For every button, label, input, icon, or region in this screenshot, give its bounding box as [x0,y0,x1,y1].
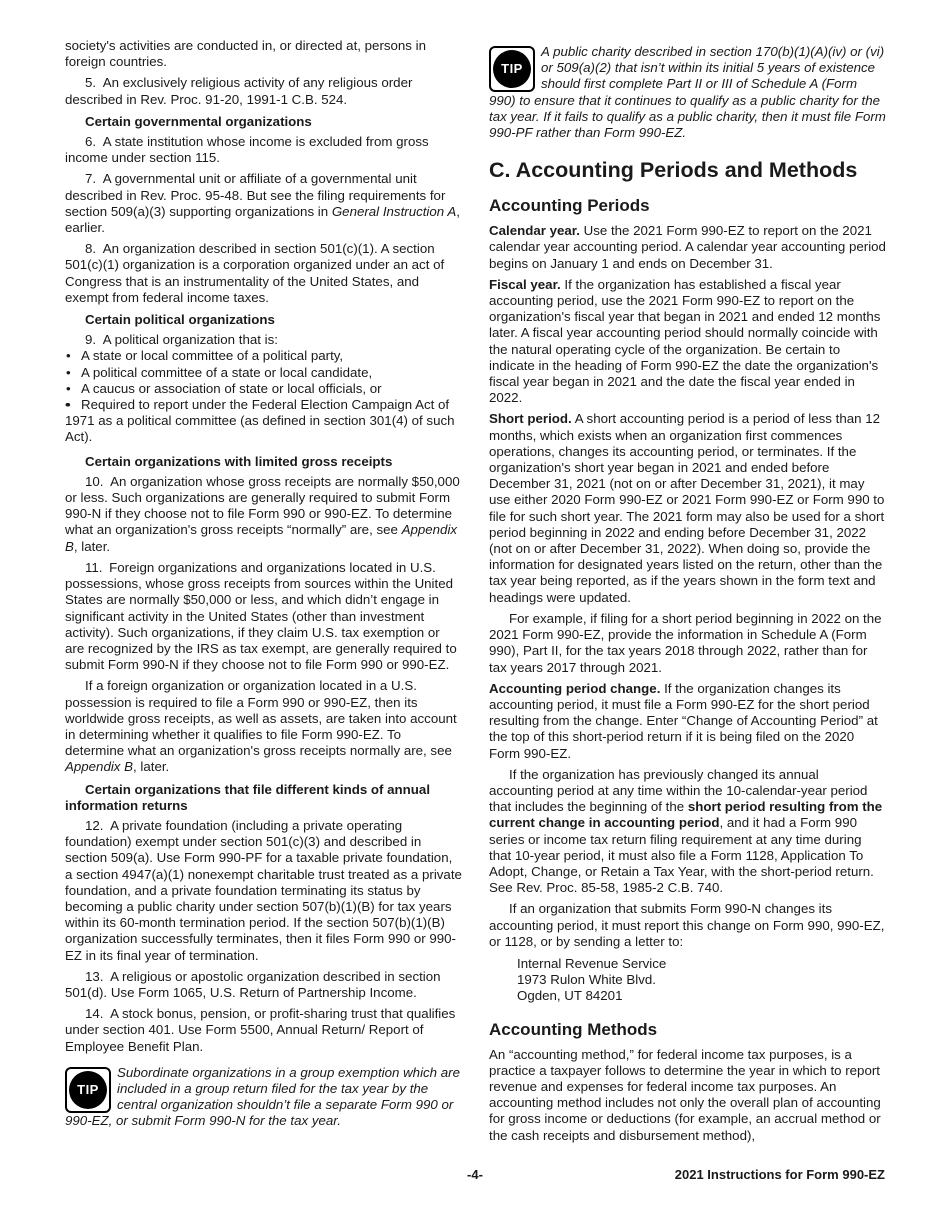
list-item-6: 6. A state institution whose income is excluded from gross income under section 115. [65,134,429,166]
list-item-10: 10. An organization whose gross receipts are normally $50,000 or less. Such organizations are generally required to submit Form 990-N if they choose not to file Form 990 or 990-EZ. To determine what an organization's gross receipts “normally” are, see Appendix B, later. [65,473,460,554]
heading-accounting-periods: Accounting Periods [489,196,650,216]
paragraph-990n-change: If an organization that submits Form 990-N changes its accounting period, it must report this change on Form 990, 990-EZ, or 1128, or by sending a letter to: [489,901,885,949]
section-title: C. Accounting Periods and Methods [489,158,858,183]
list-item-13: 13. A religious or apostolic organization described in section 501(d). Use Form 1065, U.S. Return of Partnership Income. [65,968,441,1000]
bullet-item: • A caucus or association of state or local officials, or [65,381,462,397]
document-title: 2021 Instructions for Form 990-EZ [674,1167,885,1182]
address-line: Ogden, UT 84201 [517,988,623,1004]
list-item-12: 12. A private foundation (including a private operating foundation) exempt under section 501(c)(3) and described in section 509(a). Use Form 990-PF for a taxable private foundation, a section 4947(a)(1) nonexempt charitable trust treated as a private foundation, and a private foundation terminating its status by becoming a public charity under section 507(b)(1)(B) for tax years within its 60-month termination period. If the section 507(b)(1)(B) organization successfully terminates, then it files Form 990 or 990-EZ in its final year of termination. [65,817,462,963]
paragraph-calendar-year: Calendar year. Use the 2021 Form 990-EZ to report on the 2021 calendar year accounting period. A calendar year accounting period begins on January 1 and ends on December 31. [489,223,886,271]
right-column [489,44,886,1149]
paragraph-fiscal-year: Fiscal year. If the organization has established a fiscal year accounting period, use the 2021 Form 990-EZ to report on the organization's fiscal year that began in 2021 and ended 12 months later. A fiscal year accounting period should normally coincide with the natural operating cycle of the organization. Be certain to indicate in the heading of Form 990-EZ the date the organization's fiscal year began in 2021 and the date the fiscal year ended in 2022. [489,276,881,406]
paragraph-society: society's activities are conducted in, or directed at, persons in foreign countries. [65,38,426,70]
irs-address [517,956,886,1005]
list-item-11: 11. Foreign organizations and organizations located in U.S. possessions, whose gross receipts from sources within the United States are normally $50,000 or less, and which didn’t engage in significant activity in the United States (other than investment activity). Such organizations, if they claim U.S. tax exemption or are recognized by the IRS as tax exempt, are generally required to submit Form 990-N if they choose not to file Form 990 or 990-EZ. [65,559,457,673]
list-item-5: 5. An exclusively religious activity of any religious order described in Rev. Proc. 91-20, 1991-1 C.B. 524. [65,75,413,107]
list-item-9: 9. A political organization that is: [85,332,278,348]
heading-governmental-organizations: Certain governmental organizations [85,113,312,129]
address-line: 1973 Rulon White Blvd. [517,972,656,988]
bullet-item: • A political committee of a state or local candidate, [65,365,462,381]
paragraph-foreign-organization: If a foreign organization or organization located in a U.S. possession is required to file a Form 990 or 990-EZ, then its worldwide gross receipts, as well as assets, are taken into account in determining whether it qualifies to file Form 990-EZ. To determine what an organization's gross receipts normally are, see Appendix B, later. [65,678,457,775]
tip-public-charity [489,44,886,141]
paragraph-accounting-methods: An “accounting method,” for federal income tax purposes, is a practice a taxpayer follows to determine the year in which to report revenue and expenses for federal income tax purposes. An accounting method includes not only the overall plan of accounting for gross income or deductions (for example, an accrual method or the cash receipts and disbursement method), [489,1046,881,1143]
paragraph-short-period: Short period. A short accounting period is a period of less than 12 months, which exists when an organization first commences operations, changes its accounting period, or terminates. If the organization's short year began in 2021 and ended before December 31, 2021 (not on or after December 31, 2021), it may use either 2020 Form 990-EZ or 2021 Form 990-EZ or Form 990 to file for such short year. The 2021 form may also be used for a short period beginning in 2022 and ending before December 31, 2022 (not on or after December 31, 2022). When doing so, provide the information for designated years listed on the return, other than the tax year being reported, as if the years shown in the form text and headings were updated. [489,411,885,605]
address-line: Internal Revenue Service [517,955,667,971]
heading-political-organizations: Certain political organizations [85,312,275,328]
list-item-7: 7. A governmental unit or affiliate of a governmental unit described in Rev. Proc. 95-48. But see the filing requirements for section 509(a)(3) supporting organizations in General Instruction A, earlier. [65,171,460,236]
tip-text: A public charity described in section 170(b)(1)(A)(iv) or (vi) or 509(a)(2) that isn’t within its initial 5 years of existence should first complete Part II or III of Schedule A (Form 990) to ensure that it continues to qualify as a public charity for the tax year. If it fails to qualify as a public charity, then it must file Form 990-PF rather than Form 990-EZ. [489,44,886,141]
paragraph-previous-change: If the organization has previously changed its annual accounting period at any time within the 10-calendar-year period that includes the beginning of the short period resulting from the current change in accounting period, and it had a Form 990 series or income tax return filing requirement at any time during that 10-year period, it must also file a Form 1128, Application To Adopt, Change, or Retain a Tax Year, with the short-period return. See Rev. Proc. 85-58, 1985-2 C.B. 740. [489,766,883,896]
political-bullet-list [65,348,462,445]
bullet-glyph: • [65,397,70,413]
list-item-14: 14. A stock bonus, pension, or profit-sharing trust that qualifies under section 401. Use Form 5500, Annual Return/ Report of Employee Benefit Plan. [65,1006,456,1054]
page-number: -4- [467,1167,483,1182]
tip-icon: TIP [65,1067,111,1113]
tip-subordinate-organizations [65,1065,462,1130]
heading-different-returns: Certain organizations that file different kinds of annual information returns [65,781,431,813]
bullet-item: • • Required to report under the Federal Election Campaign Act of 1971 as a political committee (as defined in section 301(4) of such Act). [65,397,462,446]
list-item-8: 8. An organization described in section 501(c)(1). A section 501(c)(1) organization is a corporation organized under an act of Congress that is an instrumentality of the United States, and exempt from federal income taxes. [65,241,445,305]
heading-accounting-methods: Accounting Methods [489,1019,658,1039]
bullet-item: • A state or local committee of a political party, [65,348,462,364]
paragraph-period-change: Accounting period change. If the organization changes its accounting period, it must file a Form 990-EZ for the short period resulting from the change. Enter “Change of Accounting Period” at the top of this short-period return if it is being filed on the 2020 Form 990-EZ. [489,680,878,761]
heading-limited-gross-receipts: Certain organizations with limited gross receipts [85,453,393,469]
paragraph-example: For example, if filing for a short period beginning in 2022 on the 2021 Form 990-EZ, provide the information in Schedule A (Form 990), Part II, for the tax years 2018 through 2022, rather than for tax years 2017 through 2021. [489,610,882,675]
tip-icon: TIP [489,46,535,92]
left-column [65,38,462,1136]
tip-text: Subordinate organizations in a group exemption which are included in a group return filed for the tax year by the central organization shouldn’t file a separate Form 990 or 990-EZ, or submit Form 990-N for the tax year. [65,1064,460,1129]
